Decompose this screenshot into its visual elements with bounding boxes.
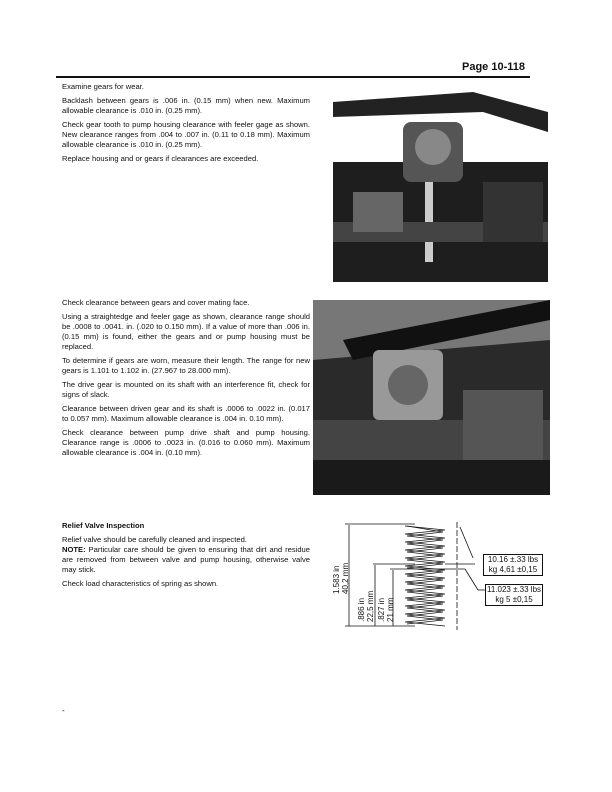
paragraph: Check clearance between pump drive shaft and pump housing. Clearance range is .0006 to .0023 in. (0.016 to 0.060 mm). Maximum allowable clearance is .004 in. (0.10 mm). [62, 428, 310, 457]
spring-load-diagram [332, 522, 547, 630]
section-heading: Relief Valve Inspection [62, 521, 145, 530]
gear-wear-section [62, 82, 310, 168]
paragraph: Clearance between driven gear and its shaft is .0006 to .0022 in. (0.017 to 0.057 mm). Maximum allowable clearance is .004 in. 0.10 mm). [62, 404, 310, 423]
free-length-label [332, 563, 350, 594]
footer-mark: - [62, 706, 65, 715]
load2-kg: kg 5 ±0,15 [495, 595, 533, 604]
header-rule [56, 76, 530, 78]
note-text: Particular care should be given to ensuring that dirt and residue are removed from between valve and pump housing, otherwise valve may stick. [62, 545, 310, 574]
paragraph: Check clearance between gears and cover mating face. [62, 298, 250, 307]
paragraph: Examine gears for wear. [62, 82, 144, 91]
relief-valve-section [62, 521, 310, 593]
paragraph: Check gear tooth to pump housing clearance with feeler gage as shown. New clearance ranges from .004 to .007 in. (0.11 to 0.18 mm). Maximum allowable clearance is .010 in. (0.25 mm). [62, 120, 310, 149]
paragraph: Replace housing and or gears if clearances are exceeded. [62, 154, 259, 163]
length2-mm: 21 mm [386, 597, 395, 622]
load2-box [485, 584, 543, 606]
free-length-in: 1.583 in [332, 565, 341, 594]
paragraph: Using a straightedge and feeler gage as shown, clearance range should be .0008 to .0041. in. (.020 to 0.150 mm). If a value of more than .006 in. (0.15 mm) is found, either the gears and or pump housing must be replaced. [62, 312, 310, 351]
load1-box [483, 554, 543, 576]
length1-label [357, 591, 375, 622]
photo-feeler-gage-gear-housing [333, 82, 548, 282]
length1-mm: 22,5 mm [366, 590, 375, 622]
paragraph: Relief valve should be carefully cleaned and inspected. [62, 535, 247, 544]
load1-lbs: 10.16 ±.33 lbs [487, 555, 539, 564]
paragraph: The drive gear is mounted on its shaft with an interference fit, check for signs of slack. [62, 380, 310, 399]
length1-in: .886 in [357, 597, 366, 622]
paragraph: To determine if gears are worn, measure their length. The range for new gears is 1.101 to 1.102 in. (27.967 to 28.000 mm). [62, 356, 310, 375]
length2-in: .827 in [377, 597, 386, 622]
photo-straightedge-cover-face [313, 300, 550, 495]
note-label: NOTE: [62, 545, 86, 554]
paragraph: Check load characteristics of spring as shown. [62, 579, 219, 588]
load2-lbs: 11.023 ±.33 lbs [486, 585, 542, 594]
page-number: Page 10-118 [462, 61, 525, 73]
free-length-mm: 40,2 mm [341, 562, 350, 594]
note-paragraph [62, 545, 310, 575]
paragraph: Backlash between gears is .006 in. (0.15 mm) when new. Maximum allowable clearance is .010 in. (0.25 mm). [62, 96, 310, 115]
cover-clearance-section [62, 298, 310, 462]
load1-kg: kg 4,61 ±0,15 [488, 565, 538, 574]
length2-label [377, 598, 395, 622]
